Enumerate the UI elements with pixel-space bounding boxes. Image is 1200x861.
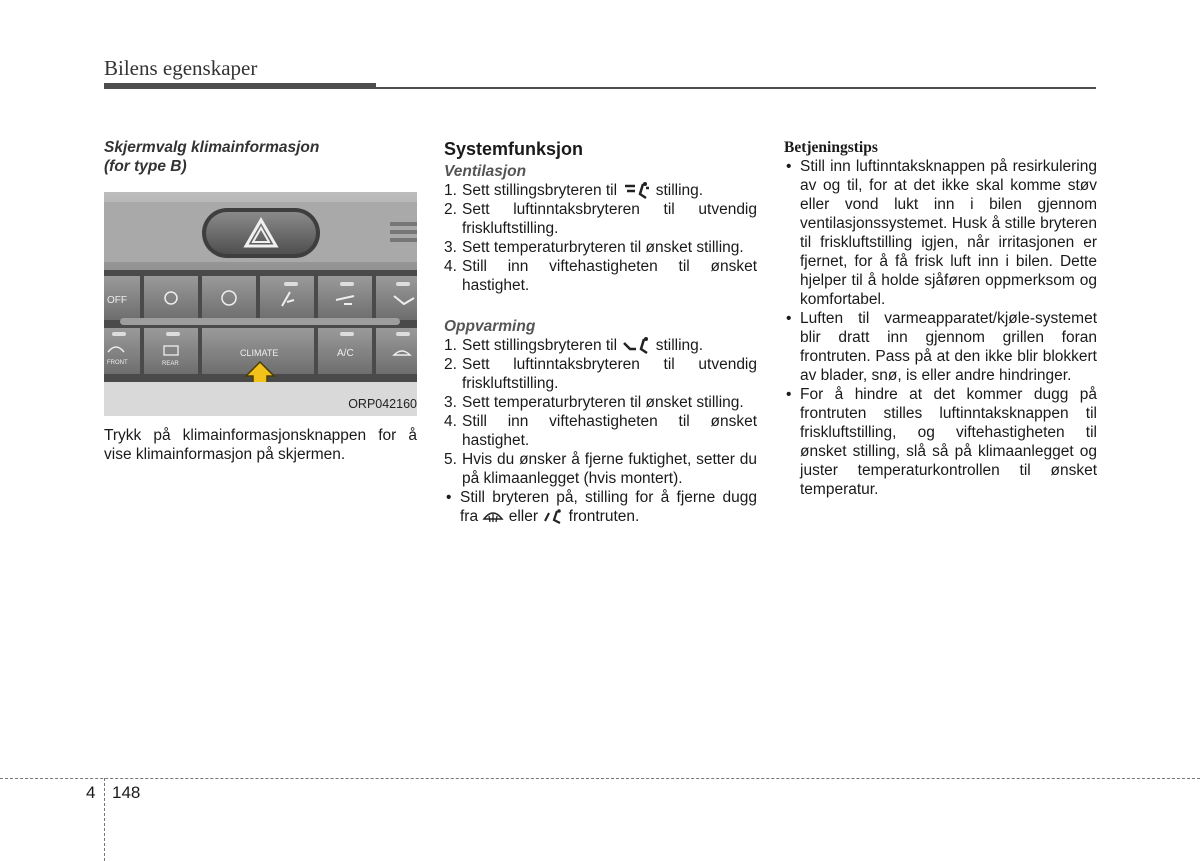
floor-vent-mode-icon [621,337,651,355]
chapter-number: 4 [86,783,96,802]
rear-label: REAR [162,361,179,367]
list-item: • For å hindre at det kommer dugg på frontruten stilles luftinntaksknappen til friskluftstilling, og viftehastigheten til ønsket stilling, slå så på klimaanlegget og juster temperaturkontrollen til ønsket temperatur. [784,385,1097,499]
list-item: 3. Sett temperaturbryteren til ønsket stilling. [444,394,744,411]
list-item: 4. Still inn viftehastigheten til ønsket hastighet. [444,413,757,449]
front-defrost-icon [482,509,504,525]
ac-label: A/C [337,348,354,359]
heating-heading: Oppvarming [444,318,536,335]
face-vent-mode-icon [621,182,651,200]
page-number: 148 [112,783,141,802]
list-item: 2. Sett luftinntaksbryteren til utvendig friskluftstilling. [444,201,757,237]
figure-code: ORP042160 [348,397,417,411]
top-button-row [104,276,417,320]
list-item: 3. Sett temperaturbryteren til ønsket stilling. [444,239,744,256]
climate-panel-figure [104,192,417,416]
column-right [784,138,1097,499]
figure-caption-line1: Skjermvalg klimainformasjon [104,139,320,156]
climate-label: CLIMATE [240,348,279,358]
heating-bullet [444,488,757,526]
column-left [104,138,417,464]
list-item: 2. Sett luftinntaksbryteren til utvendig friskluftstilling. [444,356,757,392]
ventilation-heading: Ventilasjon [444,163,527,180]
ventilation-steps [444,181,757,295]
list-item: 1. Sett stillingsbryteren til stilling. [444,182,704,199]
header-rule-thick [104,83,376,89]
header-rule-thin [376,87,1096,89]
section-title: Systemfunksjon [444,139,584,159]
column-middle [444,138,757,526]
figure-caption-line2: (for type B) [104,158,187,175]
defrost-floor-mode-icon [542,509,564,525]
list-item: 1. Sett stillingsbryteren til stilling. [444,337,704,354]
running-header: Bilens egenskaper [104,56,258,80]
list-item: • Still inn luftinntaksknappen på resirkulering av og til, for at det ikke skal komme støv eller vond lukt inn i bilen gjennom ventilasjonssystemet. Husk å stille bryteren til friskluftstilling igjen, når irritasjonen er fjernet, for å få frisk luft inn i bilen. Dette hjelper til å holde sjåføren oppmerksom og komfortabel. [784,157,1097,309]
footer-vertical-rule [104,778,105,861]
tips-list [784,157,1097,499]
footer-rule [0,778,1200,779]
list-item: 5. Hvis du ønsker å fjerne fuktighet, setter du på klimaanlegget (hvis montert). [444,451,757,487]
list-item: • Luften til varmeapparatet/kjøle-systemet blir dratt inn gjennom grillen foran frontruten. Pass på at den ikke blir blokkert av blader, snø, is eller andre hindringer. [784,309,1097,385]
front-label: FRONT [107,360,128,366]
list-item: • Still bryteren på, stilling for å fjerne dugg fra eller frontruten. [444,488,757,526]
climate-info-text: Trykk på klimainformasjonsknappen for å vise klimainformasjon på skjermen. [104,427,417,463]
list-item: 4. Still inn viftehastigheten til ønsket hastighet. [444,258,757,294]
heating-steps [444,336,757,488]
off-label: OFF [107,295,127,306]
climate-panel-illustration [104,192,417,416]
hazard-button-icon [202,208,320,258]
tips-title: Betjeningstips [784,139,878,156]
